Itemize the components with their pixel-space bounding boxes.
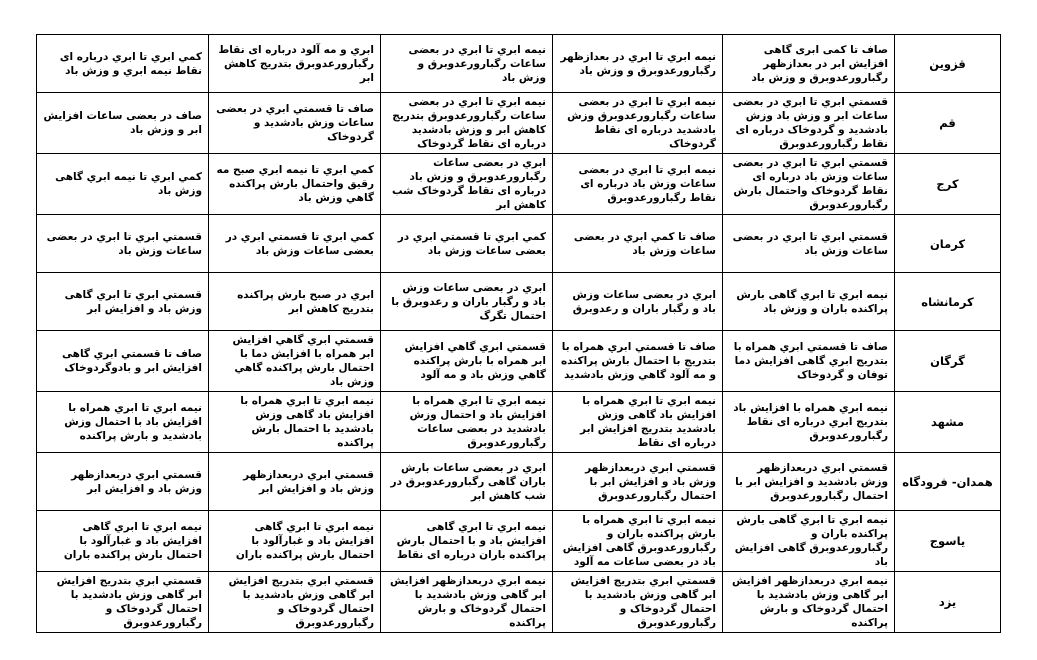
forecast-cell	[553, 154, 723, 215]
forecast-cell	[37, 35, 209, 93]
forecast-text: قسمتي ابري بتدریج افزایش ابر گاهی وزش بادشدید با احتمال گردوخاک و رگبارورعدوبرق	[56, 575, 202, 629]
forecast-text: قسمتي ابري دربعدازظهر وزش باد و افزایش ابر	[243, 468, 374, 495]
forecast-text: قسمتي ابري تا ابري در بعضی ساعات وزش باد درباره ای نقاط گردوخاک واحتمال بارش رگبارورعدوبرق	[732, 157, 888, 211]
forecast-text: صاف تا قسمتي ابري در بعضی ساعات وزش بادشدید و گردوخاک	[216, 103, 374, 143]
forecast-text: قسمتي ابري تا ابري در بعضی ساعات ابر و وزش باد وزش بادشدید و گردوخاک درباره ای نقاط رگبارورعدوبرق	[732, 96, 888, 150]
forecast-text: نیمه ابري تا ابري گاهی بارش پراکنده باران و وزش باد	[736, 288, 888, 315]
city-cell: قم	[895, 93, 1001, 154]
forecast-cell	[37, 215, 209, 273]
forecast-text: کمي ابري تا نیمه ابري گاهی وزش باد	[55, 171, 202, 197]
table-row	[37, 572, 1001, 633]
forecast-cell	[381, 215, 553, 273]
forecast-text: قسمتي ابري بتدریج افزایش ابر گاهی وزش بادشدید با احتمال گردوخاک و رگبارورعدوبرق	[228, 575, 374, 629]
forecast-cell	[209, 154, 381, 215]
forecast-cell	[381, 93, 553, 154]
forecast-cell	[37, 154, 209, 215]
forecast-text: ابري در بعضی ساعات رگبارورعدوبرق و وزش باد درباره ای نقاط گردوخاک شب کاهش ابر	[391, 157, 546, 211]
forecast-text: قسمتي ابري بتدریج افزایش ابر گاهی وزش بادشدید با احتمال گردوخاک و رگبارورعدوبرق	[570, 575, 716, 629]
forecast-cell	[37, 453, 209, 511]
forecast-text: کمي ابري تا قسمتي ابري در بعضی ساعات وزش باد	[225, 230, 374, 257]
city-cell: گرگان	[895, 331, 1001, 392]
forecast-cell	[37, 511, 209, 572]
forecast-cell	[209, 453, 381, 511]
table-row	[37, 392, 1001, 453]
forecast-text: نیمه ابري تا ابري در بعضی ساعات رگبارورعدوبرق وزش بادشدید درباره ای نقاط گردوخاک	[567, 96, 716, 150]
forecast-cell	[723, 215, 895, 273]
forecast-cell	[209, 392, 381, 453]
forecast-cell	[209, 215, 381, 273]
forecast-text: قسمتي ابري تا ابري در بعضی ساعات وزش باد	[46, 230, 202, 257]
forecast-text: ابري و مه آلود درباره ای نقاط رگبارورعدوبرق بتدریج کاهش ابر	[218, 43, 374, 84]
forecast-cell	[723, 35, 895, 93]
forecast-text: صاف تا کمي ابري در بعضی ساعات وزش باد	[573, 230, 716, 257]
forecast-text: نیمه ابري تا ابري در بعضی ساعات وزش باد درباره ای نقاط رگبارورعدوبرق	[578, 164, 716, 204]
forecast-cell	[381, 273, 553, 331]
forecast-text: نیمه ابري تا ابري همراه با افزایش باد گاهی وزش بادشدید بتدریج افزایش ابر درباره ای نقاط	[580, 395, 716, 449]
forecast-cell	[37, 93, 209, 154]
forecast-cell	[553, 331, 723, 392]
forecast-cell	[37, 331, 209, 392]
forecast-cell	[37, 273, 209, 331]
forecast-cell	[381, 572, 553, 633]
forecast-cell	[723, 93, 895, 154]
forecast-cell	[381, 453, 553, 511]
forecast-cell	[209, 35, 381, 93]
forecast-text: نیمه ابري تا ابري گاهی افزایش باد و غبارآلود با احتمال بارش پراکنده باران	[235, 521, 374, 561]
forecast-text: نیمه ابري تا ابري همراه با افزایش باد گاهی وزش بادشدید با احتمال بارش پراکنده	[240, 395, 374, 449]
forecast-cell	[381, 154, 553, 215]
forecast-cell	[553, 215, 723, 273]
forecast-cell	[723, 511, 895, 572]
city-cell: مشهد	[895, 392, 1001, 453]
forecast-text: ابري در صبح بارش پراکنده بتدریج کاهش ابر	[237, 288, 374, 315]
forecast-text: نیمه ابري تا ابري گاهی افزایش باد و غبارآلود با احتمال بارش پراکنده باران	[63, 521, 202, 561]
forecast-cell	[381, 35, 553, 93]
weather-forecast-table	[36, 34, 1001, 633]
city-cell: یزد	[895, 572, 1001, 633]
forecast-table-body	[37, 35, 1001, 633]
forecast-text: نیمه ابري همراه با افزایش باد بتدریج ابري درباره ای نقاط رگبارورعدوبرق	[733, 402, 888, 442]
forecast-text: قسمتي ابري گاهي افزايش ابر همراه با افزایش دما با احتمال بارش پراکنده گاهي وزش باد	[232, 334, 374, 388]
forecast-text: صاف در بعضی ساعات افزایش ابر و وزش باد	[43, 110, 202, 136]
forecast-text: نیمه ابري تا ابري در بعضی ساعات رگبارورعدوبرق و وزش باد	[408, 43, 546, 84]
forecast-text: صاف تا قسمتي ابري همراه با بتدریج ابري گاهی افزایش دما توفان و گردوخاک	[733, 341, 888, 381]
forecast-text: قسمتي ابري دربعدازظهر وزش باد و افزایش ابر	[71, 468, 202, 495]
table-row	[37, 331, 1001, 392]
forecast-cell	[553, 511, 723, 572]
forecast-cell	[381, 511, 553, 572]
forecast-text: نیمه ابري تا ابري گاهی بارش پراکنده باران و رگبارورعدوبرق گاهی افزایش باد	[734, 514, 888, 568]
forecast-text: قسمتي ابري گاهي افزايش ابر همراه با بارش پراکنده گاهي وزش باد و مه آلود	[404, 341, 546, 381]
forecast-text: کمي ابري تا نیمه ابري صبح مه رقیق واحتمال بارش پراکنده گاهي وزش باد	[216, 164, 374, 204]
forecast-text: نیمه ابري تا ابري همراه با افزایش باد و احتمال وزش بادشدید در بعضی ساعات رگبارورعدوبرق	[409, 395, 546, 449]
forecast-cell	[723, 572, 895, 633]
forecast-text: نیمه ابري دربعدازظهر افزایش ابر گاهی وزش بادشدید با احتمال گردوخاک و بارش پراکنده	[731, 575, 888, 629]
table-row	[37, 511, 1001, 572]
table-row	[37, 154, 1001, 215]
forecast-text: نیمه ابري تا ابري گاهی افزایش باد و با احتمال بارش پراکنده باران درباره ای نقاط	[396, 521, 546, 561]
forecast-text: نیمه ابري تا ابري در بعدازظهر رگبارورعدوبرق و وزش باد	[560, 50, 716, 77]
table-row	[37, 453, 1001, 511]
forecast-cell	[209, 511, 381, 572]
forecast-cell	[553, 392, 723, 453]
forecast-text: نیمه ابري تا ابري در بعضی ساعات رگبارورعدوبرق بتدریج کاهش ابر و وزش بادشدید درباره ای نقاط گردوخاک	[392, 96, 546, 150]
forecast-text: صاف تا قسمتي ابري گاهی افزایش ابر و بادوگردوخاک	[62, 348, 202, 374]
forecast-text: قسمتي ابري دربعدازظهر وزش باد و افزایش ابر با احتمال رگبارورعدوبرق	[585, 461, 716, 502]
forecast-text: ابري در بعضی ساعات وزش باد و رگبار باران و رعدوبرق	[572, 288, 716, 315]
forecast-text: ابري در بعضی ساعات وزش باد و رگبار باران و رعدوبرق با احتمال تگرگ	[391, 281, 546, 322]
forecast-text: قسمتي ابري تا ابري گاهی وزش باد و افزایش ابر	[64, 288, 202, 315]
forecast-cell	[381, 331, 553, 392]
forecast-cell	[723, 331, 895, 392]
forecast-text: کمي ابري تا قسمتي ابري در بعضی ساعات وزش باد	[397, 230, 546, 257]
forecast-cell	[209, 572, 381, 633]
city-cell: همدان- فرودگاه	[895, 453, 1001, 511]
forecast-cell	[37, 392, 209, 453]
forecast-cell	[553, 453, 723, 511]
forecast-text: قسمتي ابري دربعدازظهر وزش بادشدید و افزایش ابر با احتمال رگبارورعدوبرق	[735, 461, 888, 502]
city-cell: کرمان	[895, 215, 1001, 273]
forecast-text: قسمتي ابري تا ابري در بعضی ساعات وزش باد	[732, 230, 888, 257]
city-cell: یاسوج	[895, 511, 1001, 572]
forecast-text: نیمه ابري تا ابري همراه با بارش پراکنده باران و رگبارورعدوبرق گاهی افزایش باد در بعضی ساعات مه آلود	[562, 514, 716, 568]
city-cell: کرمانشاه	[895, 273, 1001, 331]
forecast-cell	[553, 35, 723, 93]
forecast-text: نیمه ابري تا ابري همراه با افزایش باد با احتمال وزش بادشدید و بارش پراکنده	[64, 402, 202, 442]
city-cell: کرج	[895, 154, 1001, 215]
forecast-cell	[209, 331, 381, 392]
forecast-cell	[723, 453, 895, 511]
forecast-cell	[723, 392, 895, 453]
forecast-cell	[553, 273, 723, 331]
forecast-text: صاف تا قسمتي ابري همراه با بتدریج با احتمال بارش پراکنده و مه آلود گاهي وزش بادشدید	[560, 341, 716, 381]
table-row	[37, 215, 1001, 273]
forecast-cell	[723, 154, 895, 215]
forecast-cell	[723, 273, 895, 331]
forecast-cell	[209, 93, 381, 154]
forecast-cell	[209, 273, 381, 331]
forecast-cell	[553, 93, 723, 154]
forecast-cell	[37, 572, 209, 633]
city-cell: قزوین	[895, 35, 1001, 93]
table-row	[37, 93, 1001, 154]
table-row	[37, 273, 1001, 331]
forecast-text: کمي ابري تا ابري درباره ای نقاط نیمه ابري و وزش باد	[59, 50, 202, 77]
forecast-text: ابري در بعضی ساعات بارش باران گاهی رگبارورعدوبرق در شب کاهش ابر	[390, 461, 546, 502]
forecast-cell	[553, 572, 723, 633]
forecast-text: صاف تا کمی ابری گاهی افزایش ابر در بعدازظهر رگبارورعدوبرق و وزش باد	[751, 43, 888, 84]
table-row	[37, 35, 1001, 93]
forecast-text: نیمه ابري دربعدازظهر افزایش ابر گاهی وزش بادشدید با احتمال گردوخاک و بارش پراکنده	[389, 575, 546, 629]
forecast-cell	[381, 392, 553, 453]
